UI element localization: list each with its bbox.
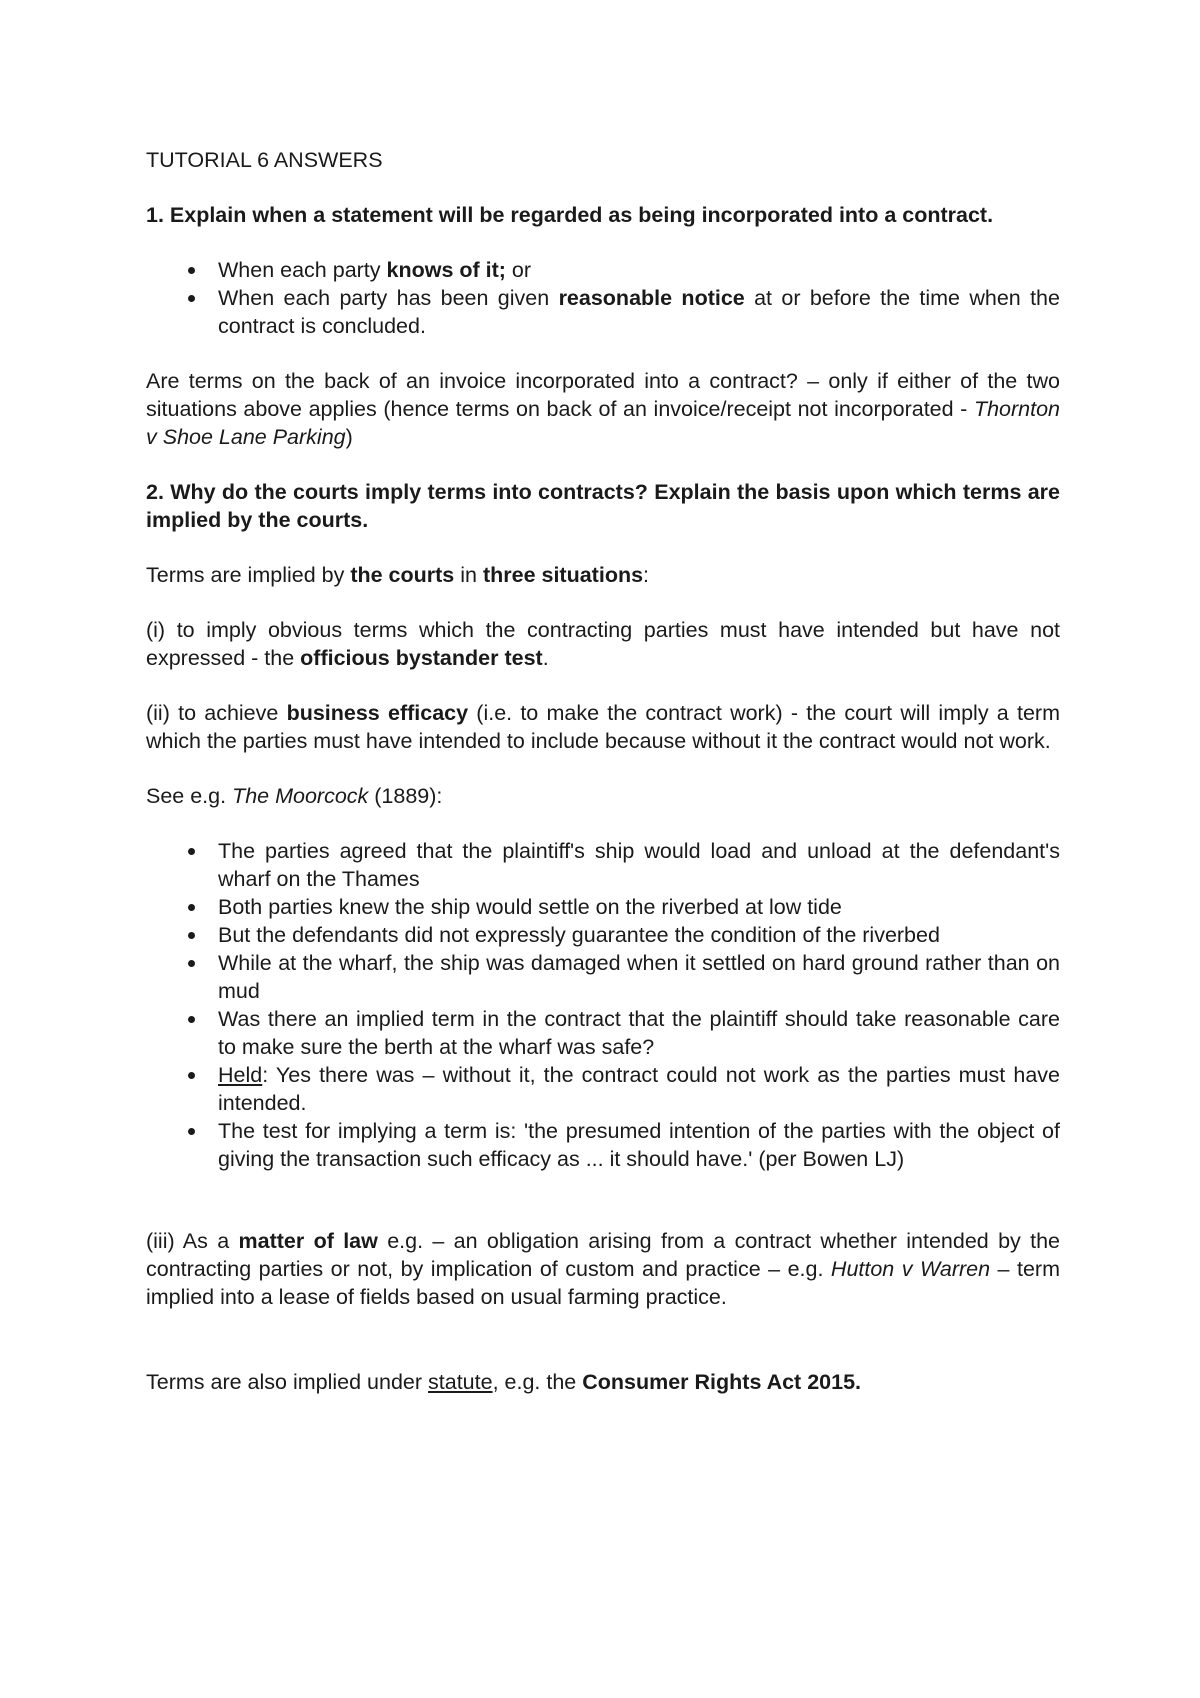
question-1: 1. Explain when a statement will be regarded as being incorporated into a contract. (146, 203, 994, 227)
list-item: Held: Yes there was – without it, the contract could not work as the parties must have intended. (218, 1063, 1060, 1115)
case-name: Thornton v Shoe Lane Parking (146, 397, 1060, 449)
list-item: The parties agreed that the plaintiff's ship would load and unload at the defendant's wharf on the Thames (218, 839, 1060, 891)
case-name: The Moorcock (232, 784, 369, 808)
situation-ii: (ii) to achieve business efficacy (i.e. to make the contract work) - the court will imply a term which the parties must have intended to include because without it the contract would not work. (146, 701, 1060, 753)
list-item: But the defendants did not expressly guarantee the condition of the riverbed (218, 921, 1060, 949)
situation-iii: (iii) As a matter of law e.g. – an obligation arising from a contract whether intended by the contracting parties or not, by implication of custom and practice – e.g. Hutton v Warren – term implied into a lease of fields based on usual farming practice. (146, 1229, 1060, 1309)
moorcock-intro: See e.g. The Moorcock (1889): (146, 784, 443, 808)
page-title: TUTORIAL 6 ANSWERS (146, 148, 383, 172)
statute-paragraph: Terms are also implied under statute, e.g. the Consumer Rights Act 2015. (146, 1370, 861, 1394)
list-item: When each party knows of it; or (218, 256, 1060, 284)
list-item: While at the wharf, the ship was damaged when it settled on hard ground rather than on mud (218, 951, 1060, 1003)
list-item: Was there an implied term in the contract that the plaintiff should take reasonable care to make sure the berth at the wharf was safe? (218, 1007, 1060, 1059)
situation-i: (i) to imply obvious terms which the contracting parties must have intended but have not expressed - the officious bystander test. (146, 618, 1060, 670)
implied-terms-intro: Terms are implied by the courts in three situations: (146, 563, 650, 587)
case-name: Hutton v Warren (830, 1257, 991, 1281)
list-item: Both parties knew the ship would settle on the riverbed at low tide (218, 893, 1060, 921)
list-item: When each party has been given reasonable notice at or before the time when the contract is concluded. (218, 286, 1060, 338)
question-2: 2. Why do the courts imply terms into contracts? Explain the basis upon which terms are implied by the courts. (146, 480, 1060, 532)
list-item: The test for implying a term is: 'the presumed intention of the parties with the object of giving the transaction such efficacy as ... it should have.' (per Bowen LJ) (218, 1119, 1060, 1171)
invoice-paragraph: Are terms on the back of an invoice incorporated into a contract? – only if either of the two situations above applies (hence terms on back of an invoice/receipt not incorporated - Thornton v Shoe Lane Parking) (146, 369, 1060, 449)
moorcock-list (146, 837, 1060, 1173)
incorporation-list (146, 256, 1060, 340)
